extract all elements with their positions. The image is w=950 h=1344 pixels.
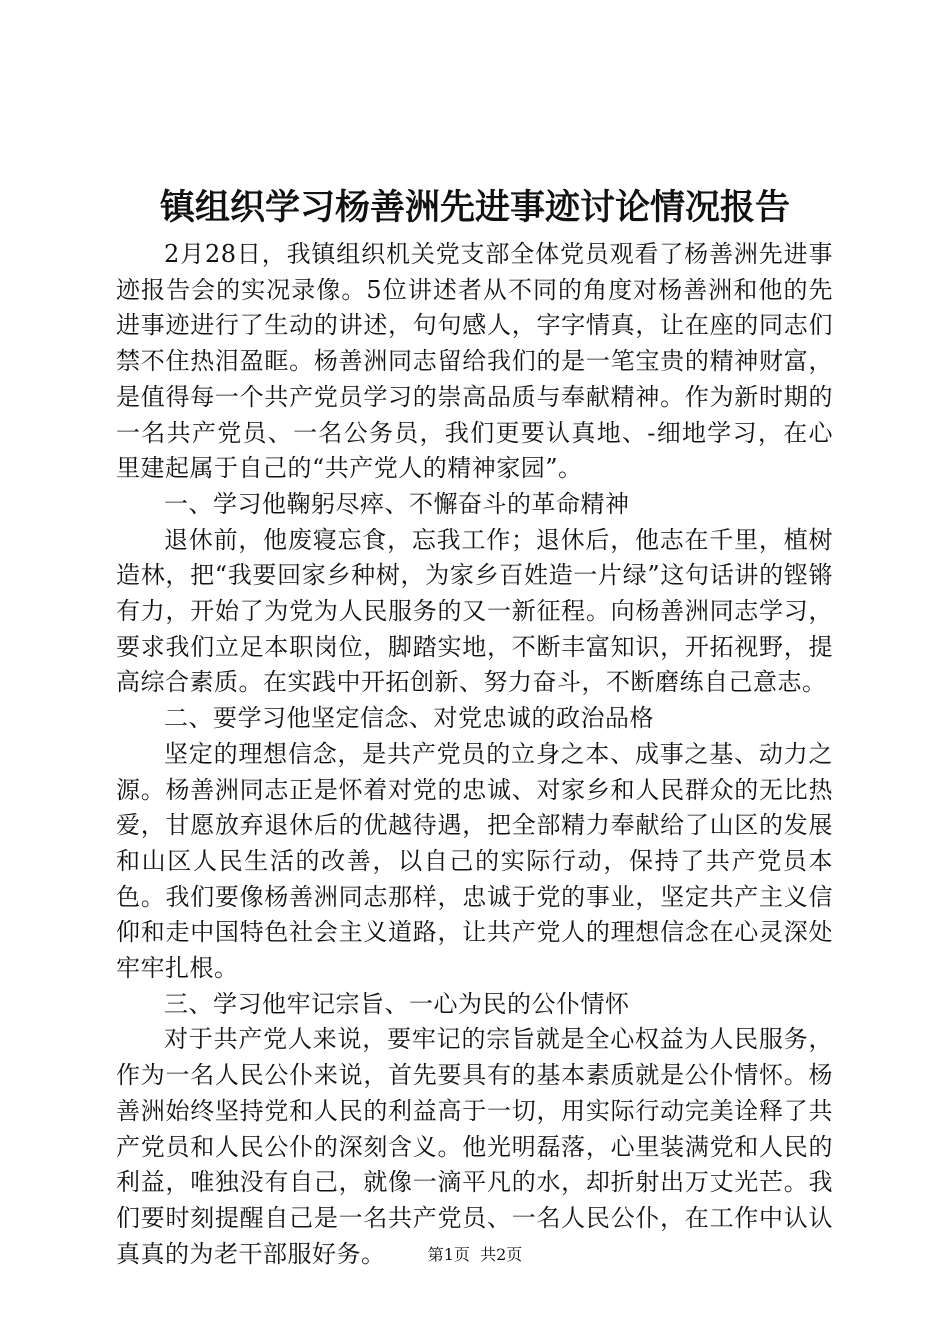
document-body xyxy=(116,237,833,1272)
section-text-3: 对于共产党人来说，要牢记的宗旨就是全心权益为人民服务，作为一名人民公仆来说，首先要具有的基本素质就是公仆情怀。杨善洲始终坚持党和人民的利益高于一切，用实际行动完美诠释了共产党员和人民公仆的深刻含义。他光明磊落，心里装满党和人民的利益，唯独没有自己，就像一滴平凡的水，却折射出万丈光芒。我们要时刻提醒自己是一名共产党员、一名人民公仆，在工作中认认真真的为老干部服好务。 xyxy=(116,1025,833,1268)
section-heading-1: 一、学习他鞠躬尽瘁、不懈奋斗的革命精神 xyxy=(164,489,630,518)
document-title: 镇组织学习杨善洲先进事迹讨论情况报告 xyxy=(159,187,790,228)
section-text-2: 坚定的理想信念，是共产党员的立身之本、成事之基、动力之源。杨善洲同志正是怀着对党的忠诚、对家乡和人民群众的无比热爱，甘愿放弃退休后的优越待遇，把全部精力奉献给了山区的发展和山区人民生活的改善，以自己的实际行动，保持了共产党员本色。我们要像杨善洲同志那样，忠诚于党的事业，坚定共产主义信仰和走中国特色社会主义道路，让共产党人的理想信念在心灵深处牢牢扎根。 xyxy=(116,739,833,983)
section-heading-3: 三、学习他牢记宗旨、一心为民的公仆情怀 xyxy=(164,989,630,1018)
section-heading-2: 二、要学习他坚定信念、对党忠诚的政治品格 xyxy=(164,704,654,733)
section-text-1: 退休前，他废寝忘食，忘我工作；退休后，他志在千里，植树造林，把“我要回家乡种树，为家乡百姓造一片绿”这句话讲的铿锵有力，开始了为党为人民服务的又一新征程。向杨善洲同志学习，要求我们立足本职岗位，脚踏实地，不断丰富知识，开拓视野，提高综合素质。在实践中开拓创新、努力奋斗，不断磨练自己意志。 xyxy=(116,525,833,697)
page-footer xyxy=(0,1245,950,1265)
intro-paragraph: 2月28日，我镇组织机关党支部全体党员观看了杨善洲先进事迹报告会的实况录像。5位讲述者从不同的角度对杨善洲和他的先进事迹进行了生动的讲述，句句感人，字字情真，让在座的同志们禁不住热泪盈眶。杨善洲同志留给我们的是一笔宝贵的精神财富，是值得每一个共产党员学习的崇高品质与奉献精神。作为新时期的一名共产党员、一名公务员，我们更要认真地、-细地学习，在心里建起属于自己的“共产党人的精神家园”。 xyxy=(116,240,833,483)
page-number-label: 第1页 共2页 xyxy=(427,1245,523,1264)
